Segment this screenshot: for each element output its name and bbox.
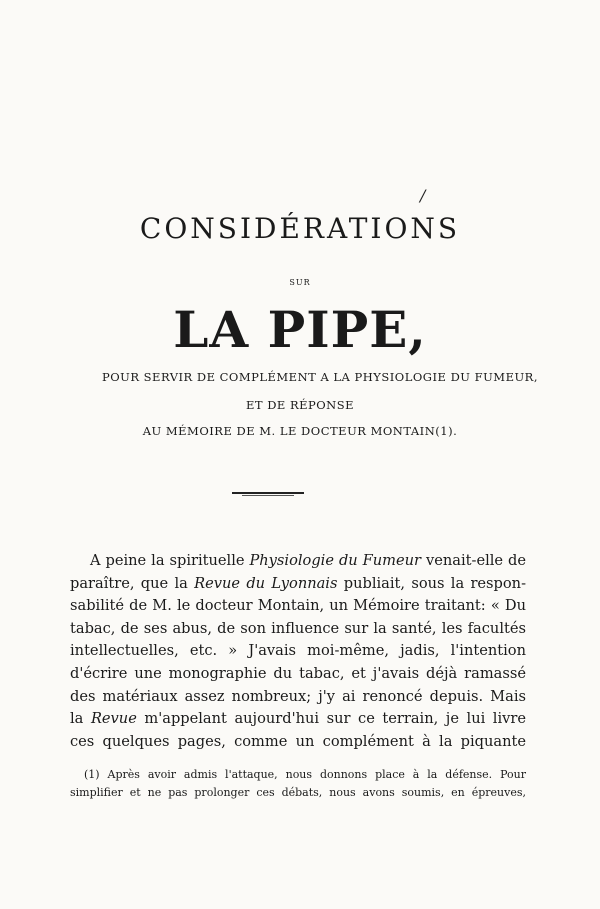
footnote	[70, 766, 526, 802]
page-title: CONSIDÉRATIONS	[139, 212, 461, 245]
section-divider	[232, 492, 304, 494]
subtitle-line-1: POUR SERVIR DE COMPLÉMENT A LA PHYSIOLOGIE DU FUMEUR,	[102, 370, 538, 384]
body-line: intellectuelles, etc. » J'avais moi-même, jadis, l'intention	[70, 642, 526, 660]
title-subject: LA PIPE,	[173, 300, 427, 359]
body-line: d'écrire une monographie du tabac, et j'avais déjà ramassé	[70, 664, 526, 682]
title-connector: SUR	[289, 278, 311, 287]
footnote-line: simplifier et ne pas prolonger ces débats, nous avons soumis, en épreuves,	[70, 786, 526, 799]
body-line: sabilité de M. le docteur Montain, un Mémoire traitant: « Du	[70, 597, 526, 615]
body-line: A peine la spirituelle Physiologie du Fumeur venait-elle de	[90, 552, 526, 569]
body-line: tabac, de ses abus, de son influence sur la santé, les facultés	[70, 619, 526, 637]
footnote-line: (1) Après avoir admis l'attaque, nous donnons place à la défense. Pour	[84, 768, 526, 781]
body-paragraph	[70, 550, 526, 753]
body-line: la Revue m'appelant aujourd'hui sur ce terrain, je lui livre	[70, 710, 527, 728]
body-line: des matériaux assez nombreux; j'y ai renoncé depuis. Mais	[70, 687, 526, 705]
body-line: ces quelques pages, comme un complément à la piquante	[70, 732, 526, 750]
subtitle-line-2: ET DE RÉPONSE	[245, 398, 355, 412]
subtitle-line-3: AU MÉMOIRE DE M. LE DOCTEUR MONTAIN(1).	[142, 424, 458, 438]
ink-mark: /	[420, 186, 426, 205]
body-line: paraître, que la Revue du Lyonnais publiait, sous la respon-	[70, 574, 527, 592]
